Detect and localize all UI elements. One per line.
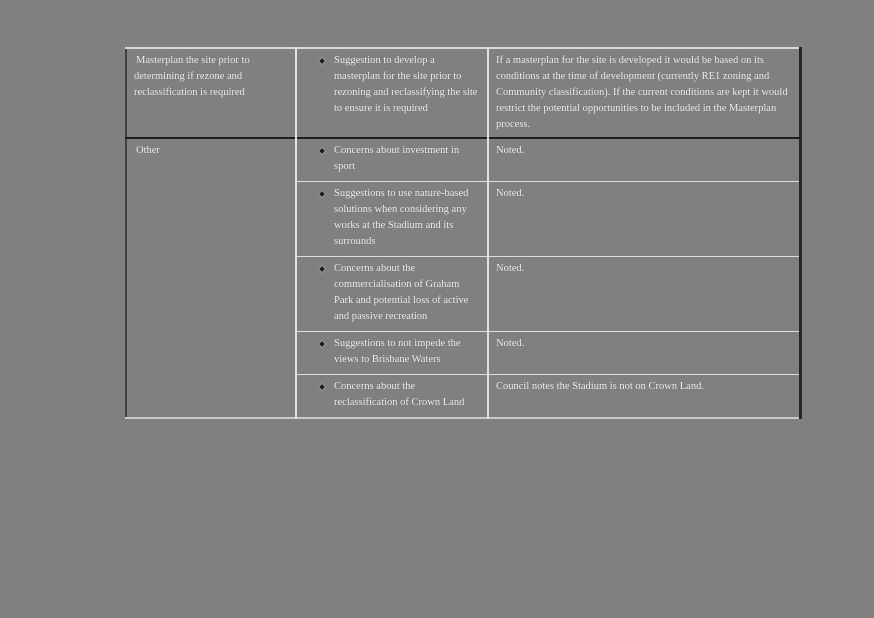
comment-cell — [296, 48, 488, 138]
list-item: Suggestions to not impede the views to Brisbane Waters — [320, 336, 481, 368]
comment-list — [304, 336, 481, 368]
table-row — [126, 48, 800, 138]
table-row — [126, 138, 800, 182]
theme-cell — [126, 48, 296, 138]
theme-label: Other — [136, 145, 160, 156]
response-text: Noted. — [496, 188, 525, 199]
response-text: Council notes the Stadium is not on Crown Land. — [496, 381, 704, 392]
comment-list — [304, 143, 481, 175]
comment-list — [304, 261, 481, 325]
comment-cell — [296, 375, 488, 419]
comment-list — [304, 379, 481, 411]
response-cell — [488, 332, 800, 375]
comment-cell — [296, 182, 488, 257]
response-text: Noted. — [496, 263, 525, 274]
comment-list — [304, 186, 481, 250]
comment-cell — [296, 257, 488, 332]
response-cell — [488, 257, 800, 332]
consultation-response-table — [125, 47, 802, 419]
theme-label: Masterplan the site prior to determining if rezone and reclassification is required — [134, 55, 250, 98]
response-text: Noted. — [496, 145, 525, 156]
list-item: Concerns about the reclassification of Crown Land — [320, 379, 481, 411]
response-cell — [488, 182, 800, 257]
list-item: Suggestions to use nature-based solutions when considering any works at the Stadium and its surrounds — [320, 186, 481, 250]
response-cell — [488, 48, 800, 138]
table-body — [126, 48, 800, 418]
comment-list — [304, 53, 481, 117]
response-text: Noted. — [496, 338, 525, 349]
response-cell — [488, 138, 800, 182]
response-cell — [488, 375, 800, 419]
theme-cell — [126, 138, 296, 418]
comment-cell — [296, 138, 488, 182]
list-item: Suggestion to develop a masterplan for the site prior to rezoning and reclassifying the site to ensure it is required — [320, 53, 481, 117]
comment-cell — [296, 332, 488, 375]
list-item: Concerns about the commercialisation of Graham Park and potential loss of active and passive recreation — [320, 261, 481, 325]
response-text: If a masterplan for the site is developed it would be based on its conditions at the time of development (currently RE1 zoning and Community classification). If the current conditions are kept it would restrict the potential opportunities to be included in the Masterplan process. — [496, 55, 788, 130]
list-item: Concerns about investment in sport — [320, 143, 481, 175]
